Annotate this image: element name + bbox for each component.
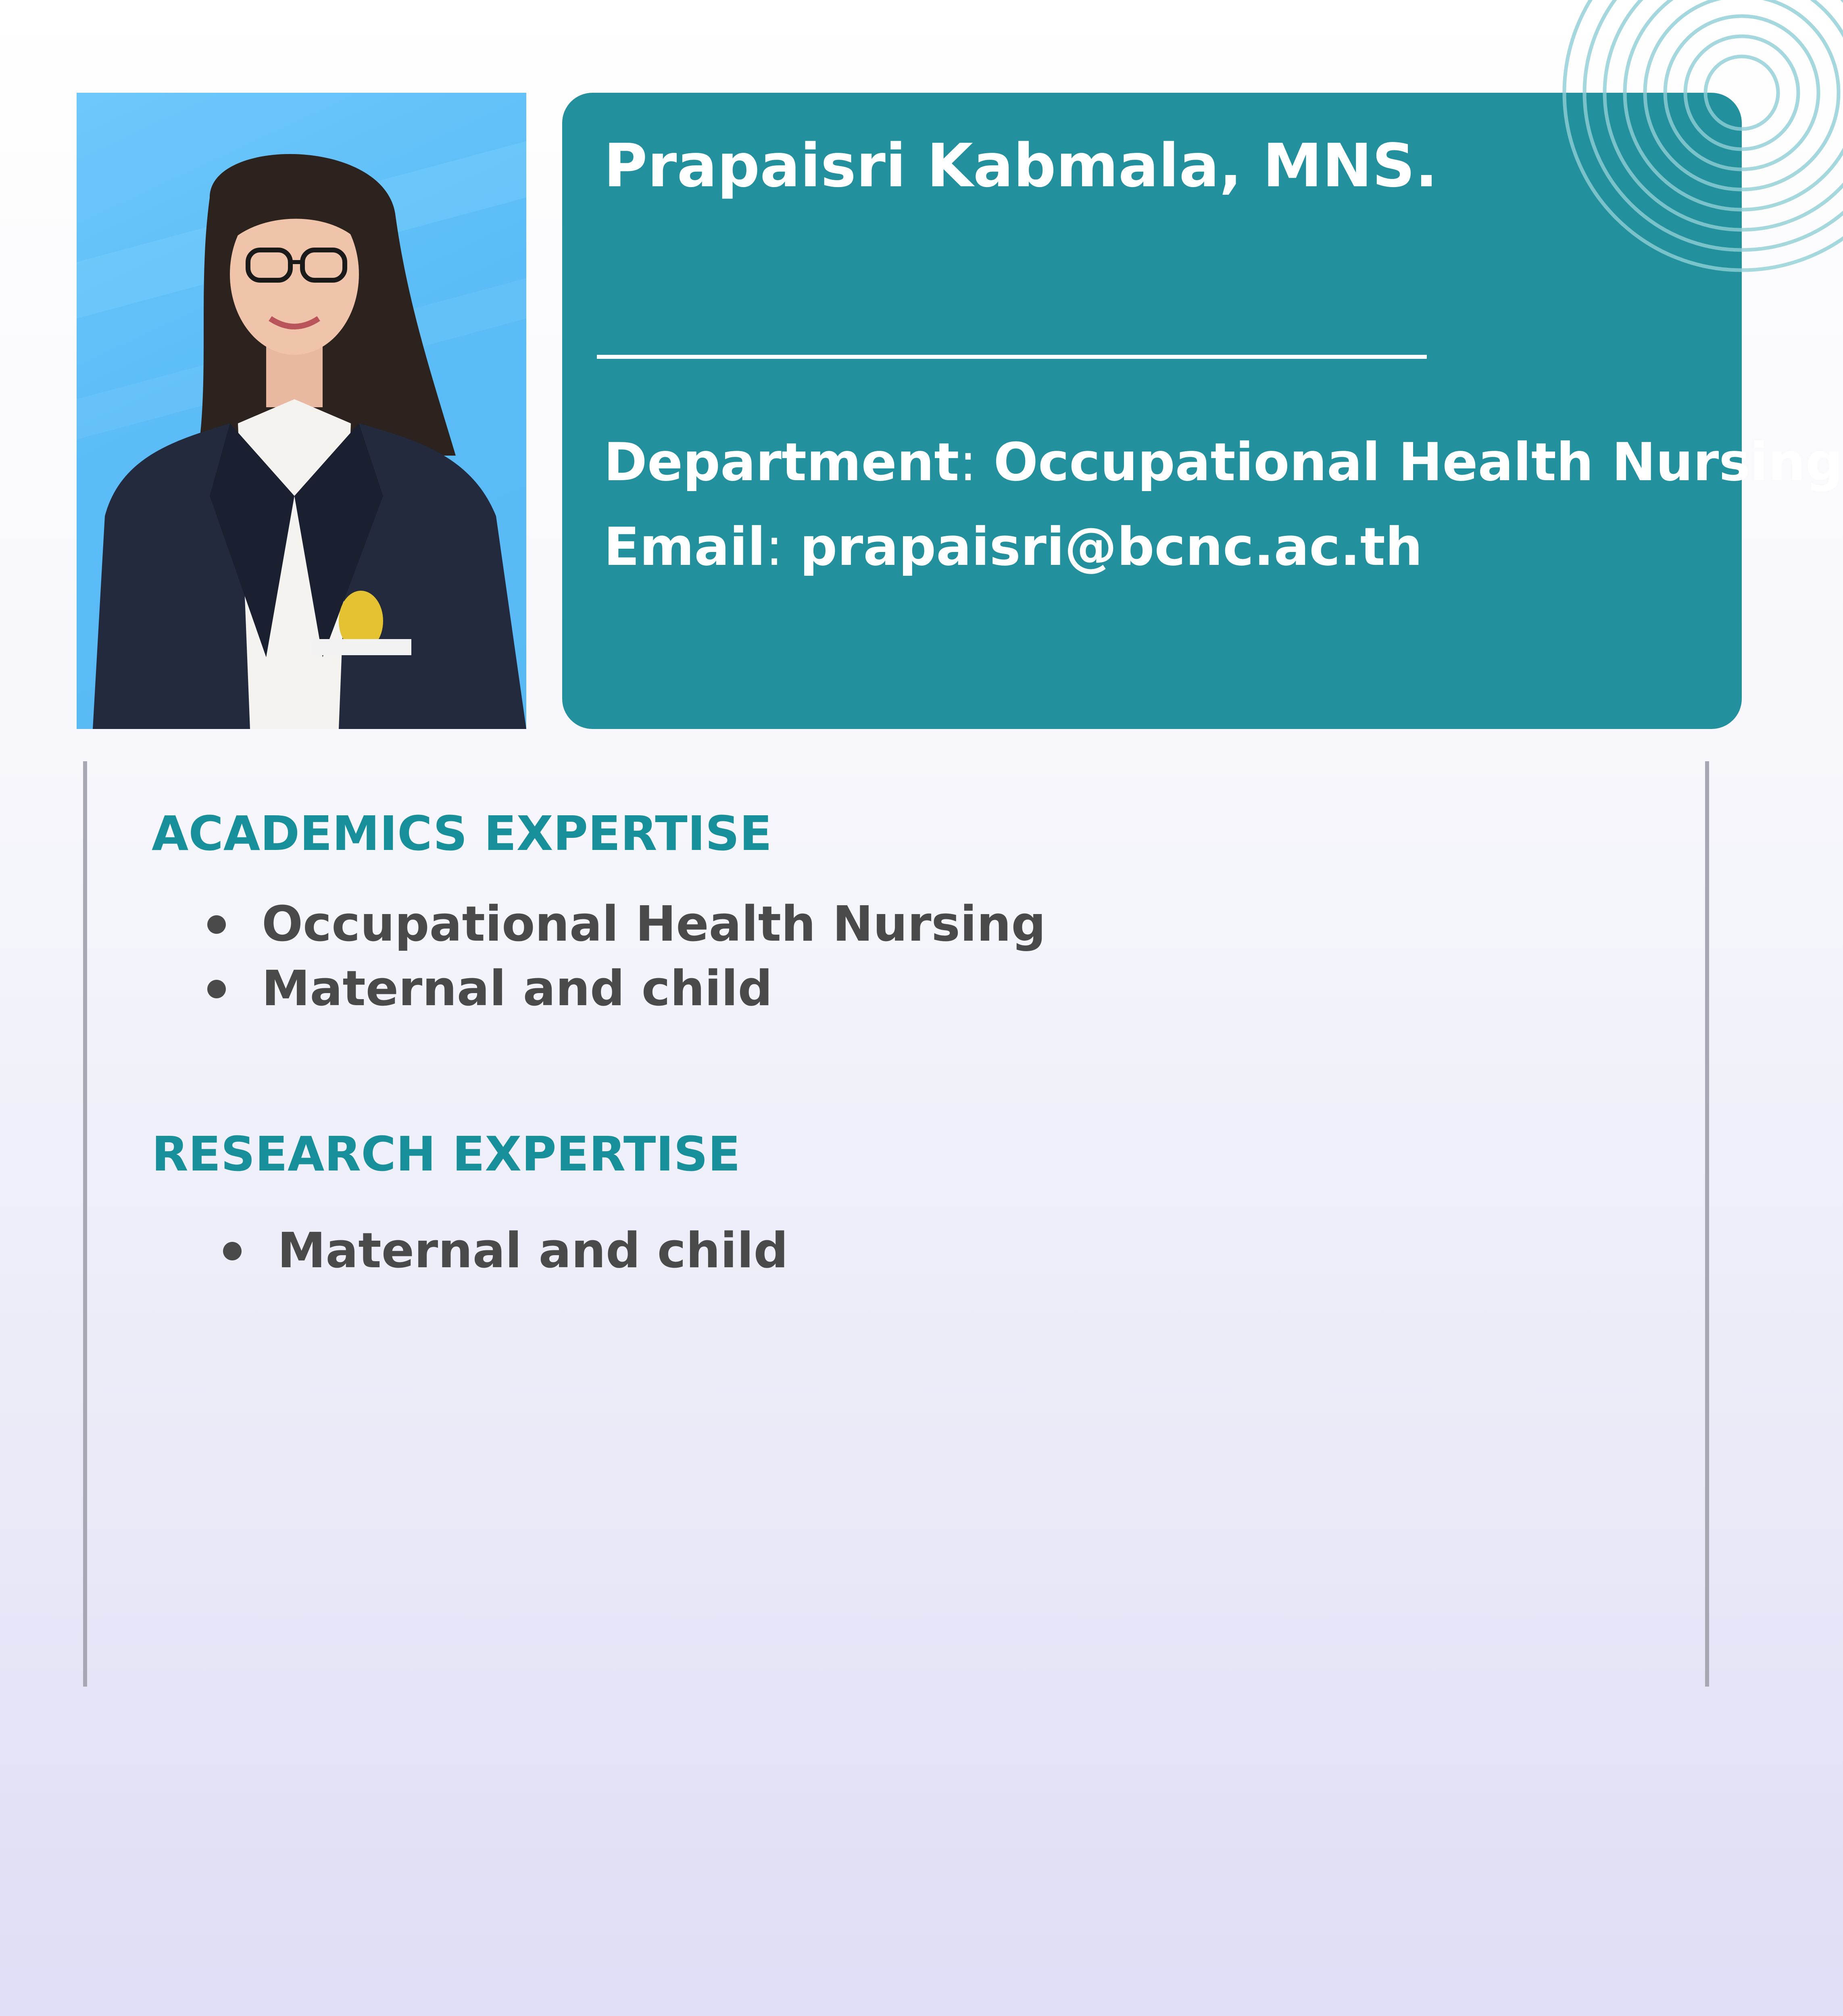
bullet-icon bbox=[207, 915, 226, 934]
academics-expertise-list bbox=[207, 892, 1046, 1021]
corner-arcs-decoration bbox=[1552, 93, 1742, 274]
list-item bbox=[207, 892, 1046, 957]
research-expertise-list bbox=[223, 1219, 788, 1283]
list-item-label: Maternal and child bbox=[262, 961, 773, 1017]
bullet-icon bbox=[207, 980, 226, 998]
academics-expertise-title: ACADEMICS EXPERTISE bbox=[152, 806, 772, 861]
list-item bbox=[223, 1219, 788, 1283]
profile-name: Prapaisri Kabmala, MNS. bbox=[604, 131, 1438, 200]
list-item-label: Occupational Health Nursing bbox=[262, 896, 1046, 952]
expertise-panel bbox=[83, 761, 1709, 1687]
list-item bbox=[207, 957, 1046, 1021]
list-item-label: Maternal and child bbox=[277, 1223, 788, 1279]
department-label: Department bbox=[604, 431, 959, 493]
department-value: Occupational Health Nursing bbox=[993, 431, 1843, 493]
header-divider bbox=[597, 355, 1427, 359]
profile-photo bbox=[77, 93, 526, 729]
research-expertise-title: RESEARCH EXPERTISE bbox=[152, 1126, 740, 1182]
email-value[interactable]: prapaisri@bcnc.ac.th bbox=[800, 516, 1423, 577]
profile-header-card bbox=[562, 93, 1843, 729]
portrait-illustration bbox=[77, 93, 526, 729]
email-label: Email bbox=[604, 516, 766, 577]
department-line bbox=[604, 431, 1843, 493]
email-line bbox=[604, 516, 1423, 577]
email-separator: : bbox=[765, 516, 800, 577]
department-separator: : bbox=[959, 431, 994, 493]
bullet-icon bbox=[223, 1242, 242, 1260]
